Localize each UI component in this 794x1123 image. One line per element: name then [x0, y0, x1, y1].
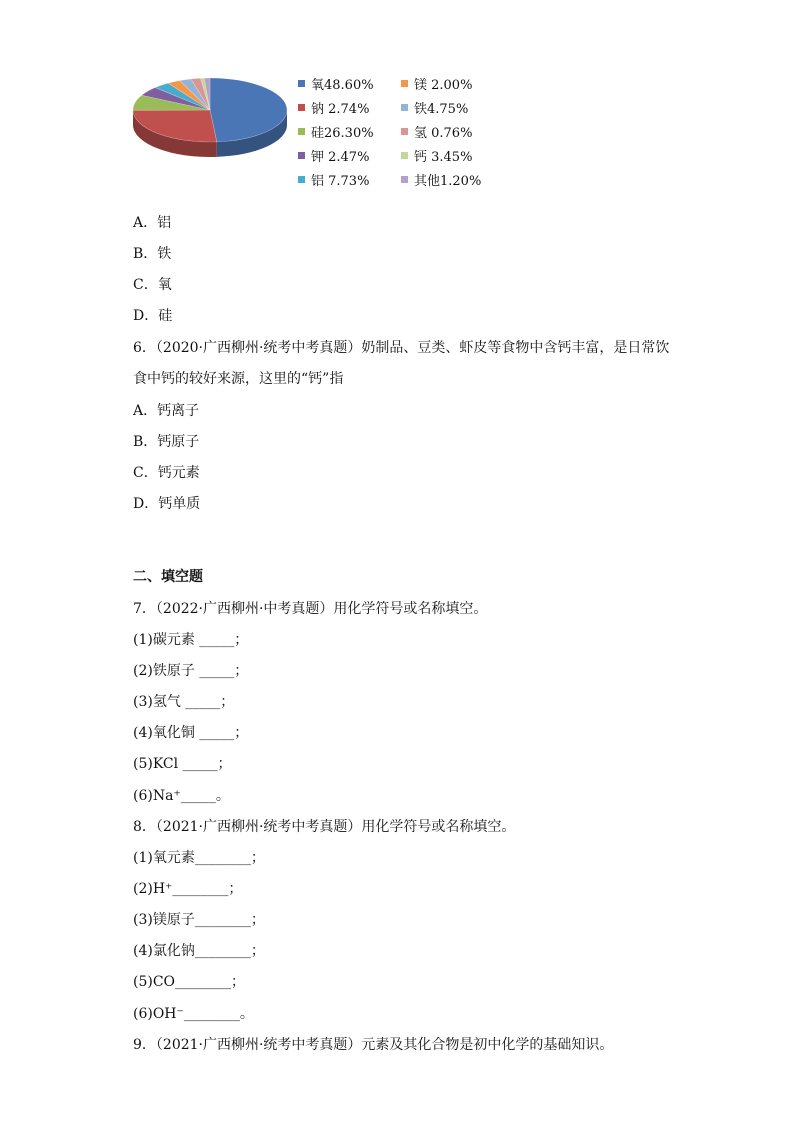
- legend-item: [401, 146, 472, 165]
- legend-item: [298, 146, 369, 165]
- legend-item: [401, 170, 481, 189]
- legend-swatch: [298, 128, 305, 135]
- text-line: (1)碳元素 _____；: [133, 632, 249, 648]
- text-line: (6)OH⁻________。: [133, 1006, 254, 1022]
- legend-item: [298, 122, 374, 141]
- legend-swatch: [401, 128, 408, 135]
- legend-label: 其他1.20%: [414, 174, 482, 189]
- legend-item: [298, 170, 369, 189]
- legend-item: [298, 74, 374, 93]
- text-line: (3)氢气 _____；: [133, 694, 235, 710]
- legend-swatch: [401, 152, 408, 159]
- legend-item: [298, 98, 369, 117]
- legend-swatch: [298, 80, 305, 87]
- legend-item: [401, 98, 468, 117]
- text-line: 6．（2020·广西柳州·统考中考真题）奶制品、豆类、虾皮等食物中含钙丰富，是日常饮: [133, 340, 670, 356]
- text-line: (2)H⁺________；: [133, 881, 243, 897]
- legend-label: 铝 7.73%: [311, 174, 370, 189]
- text-line: (4)氧化铜 _____；: [133, 725, 249, 741]
- text-line: A．铝: [133, 215, 172, 231]
- text-line: (1)氧元素________；: [133, 850, 265, 866]
- text-line: B．钙原子: [133, 434, 200, 450]
- pie-chart-graphic: [130, 70, 300, 200]
- text-line: D．钙单质: [133, 496, 201, 512]
- legend-swatch: [401, 80, 408, 87]
- legend-label: 钾 2.47%: [311, 150, 370, 165]
- text-line: (5)CO________；: [133, 974, 246, 990]
- text-line: C．钙元素: [133, 465, 200, 481]
- legend-item: [401, 74, 472, 93]
- text-line: (6)Na⁺_____。: [133, 788, 230, 804]
- text-line: (4)氯化钠________；: [133, 943, 265, 959]
- legend-label: 铁4.75%: [414, 102, 469, 117]
- legend-label: 镁 2.00%: [414, 78, 473, 93]
- legend-swatch: [401, 104, 408, 111]
- legend-label: 氧48.60%: [311, 78, 374, 93]
- text-line: B．铁: [133, 246, 172, 262]
- text-line: D．硅: [133, 308, 173, 324]
- text-line: 食中钙的较好来源，这里的“钙”指: [133, 371, 344, 387]
- text-line: 7．（2022·广西柳州·中考真题）用化学符号或名称填空。: [133, 601, 488, 617]
- legend-item: [401, 122, 472, 141]
- legend-swatch: [298, 152, 305, 159]
- text-line: C．氧: [133, 277, 172, 293]
- legend-swatch: [298, 176, 305, 183]
- text-line: (3)镁原子________；: [133, 912, 265, 928]
- legend-label: 氢 0.76%: [414, 126, 473, 141]
- legend-label: 硅26.30%: [311, 126, 374, 141]
- legend-swatch: [298, 104, 305, 111]
- text-line: 8．（2021·广西柳州·统考中考真题）用化学符号或名称填空。: [133, 819, 516, 835]
- legend-label: 钙 3.45%: [414, 150, 473, 165]
- text-line: (2)铁原子 _____；: [133, 663, 249, 679]
- text-line: A．钙离子: [133, 403, 200, 419]
- text-line: (5)KCl _____；: [133, 756, 232, 772]
- element-abundance-pie-chart: [130, 70, 480, 200]
- legend-label: 钠 2.74%: [311, 102, 370, 117]
- legend-swatch: [401, 176, 408, 183]
- text-line: 9．（2021·广西柳州·统考中考真题）元素及其化合物是初中化学的基础知识。: [133, 1037, 614, 1053]
- section-heading: 二、填空题: [133, 569, 203, 585]
